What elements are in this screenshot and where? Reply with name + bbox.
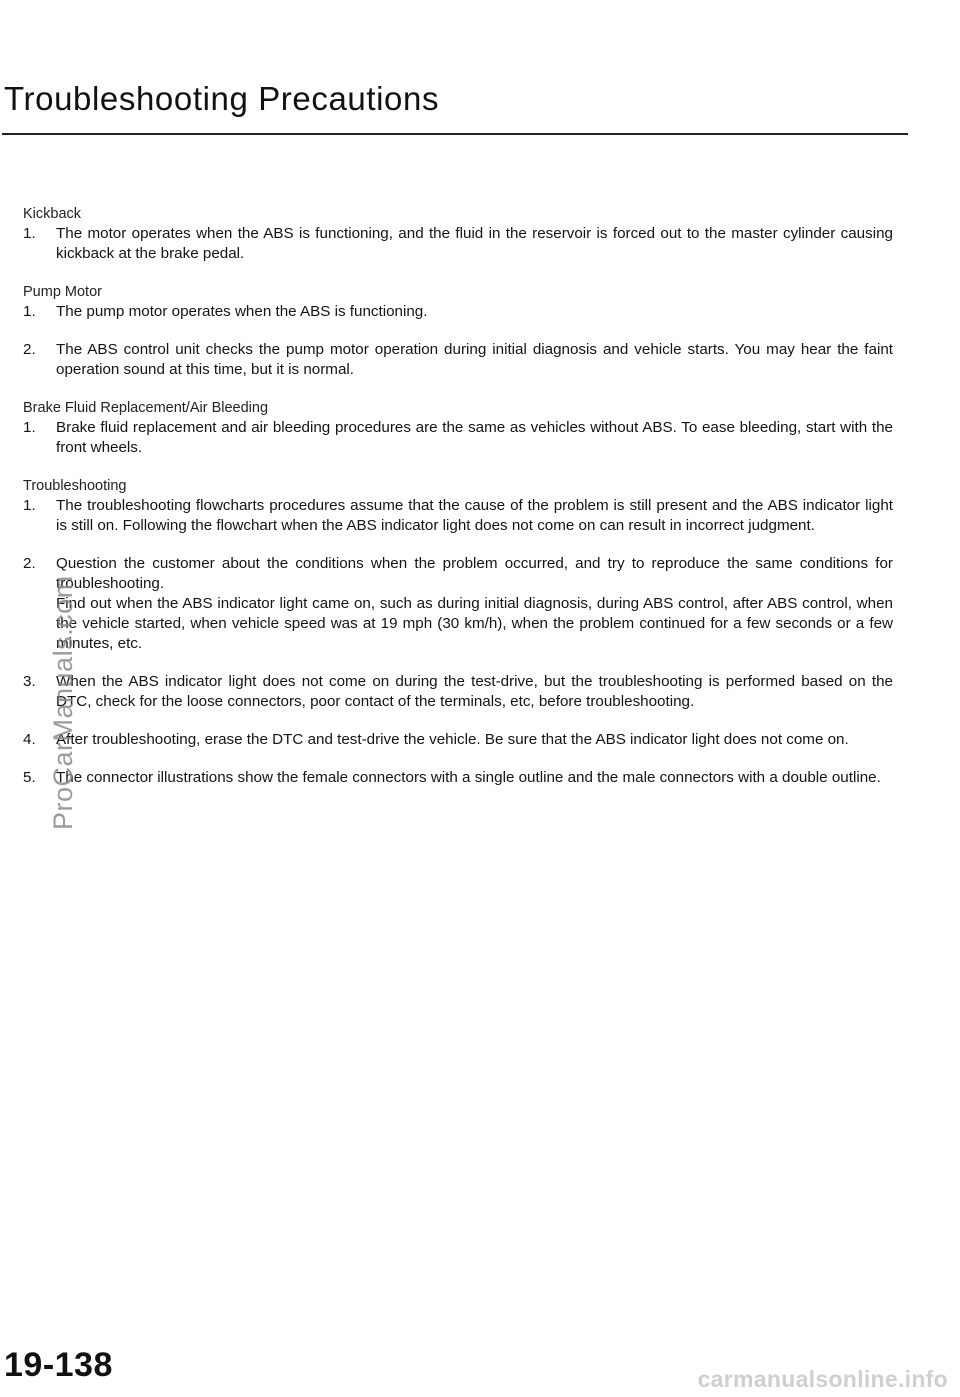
item-number: 3. [23, 673, 36, 690]
item-number: 1. [23, 225, 36, 242]
item-text: The motor operates when the ABS is functioning, and the fluid in the reservoir is forced out to the master cylinder causing kickback at the brake pedal. [56, 225, 893, 262]
section-heading-troubleshooting: Troubleshooting [23, 478, 127, 494]
item-number: 1. [23, 303, 36, 320]
item-text: The connector illustrations show the female connectors with a single outline and the male connectors with a double outline. [56, 769, 881, 786]
item-number: 2. [23, 341, 36, 358]
list-item [23, 768, 893, 788]
item-number: 1. [23, 497, 36, 514]
list-item [23, 418, 893, 458]
item-number: 4. [23, 731, 36, 748]
footer-watermark: carmanualsonline.info [697, 1366, 948, 1392]
page-title: Troubleshooting Precautions [4, 80, 440, 117]
list-item [23, 340, 893, 380]
item-number: 2. [23, 555, 36, 572]
list-item [23, 730, 893, 750]
item-text: The troubleshooting flowcharts procedures assume that the cause of the problem is still present and the ABS indicator light is still on. Following the flowchart when the ABS indicator light does not come on can result in incorrect judgment. [56, 497, 893, 534]
item-subparagraph: Find out when the ABS indicator light came on, such as during initial diagnosis, during ABS control, after ABS control, when the vehicle started, when vehicle speed was at 19 mph (30 km/h), when the problem continued for a few seconds or a few minutes, etc. [56, 595, 893, 652]
page-number: 19-138 [4, 1346, 113, 1384]
item-number: 5. [23, 769, 36, 786]
item-text: After troubleshooting, erase the DTC and test-drive the vehicle. Be sure that the ABS indicator light does not come on. [56, 731, 849, 748]
list-item [23, 672, 893, 712]
item-number: 1. [23, 419, 36, 436]
item-text: The ABS control unit checks the pump motor operation during initial diagnosis and vehicle starts. You may hear the faint operation sound at this time, but it is normal. [56, 341, 893, 378]
list-item [23, 554, 893, 594]
list-item [23, 302, 893, 322]
item-text: The pump motor operates when the ABS is functioning. [56, 303, 428, 320]
section-heading-brake-fluid: Brake Fluid Replacement/Air Bleeding [23, 400, 269, 416]
title-divider [2, 133, 908, 135]
item-text: When the ABS indicator light does not come on during the test-drive, but the troubleshooting is performed based on the DTC, check for the loose connectors, poor contact of the terminals, etc, before troubleshooting. [56, 673, 893, 710]
item-text: Question the customer about the conditions when the problem occurred, and try to reproduce the same conditions for troubleshooting. [56, 555, 893, 592]
list-item [23, 496, 893, 536]
vertical-watermark: ProCarManuals.com [48, 575, 78, 830]
list-item [23, 224, 893, 264]
section-heading-pump-motor: Pump Motor [23, 284, 102, 300]
item-text: Brake fluid replacement and air bleeding procedures are the same as vehicles without ABS. To ease bleeding, start with the front wheels. [56, 419, 893, 456]
document-body [23, 204, 893, 788]
section-heading-kickback: Kickback [23, 206, 82, 222]
